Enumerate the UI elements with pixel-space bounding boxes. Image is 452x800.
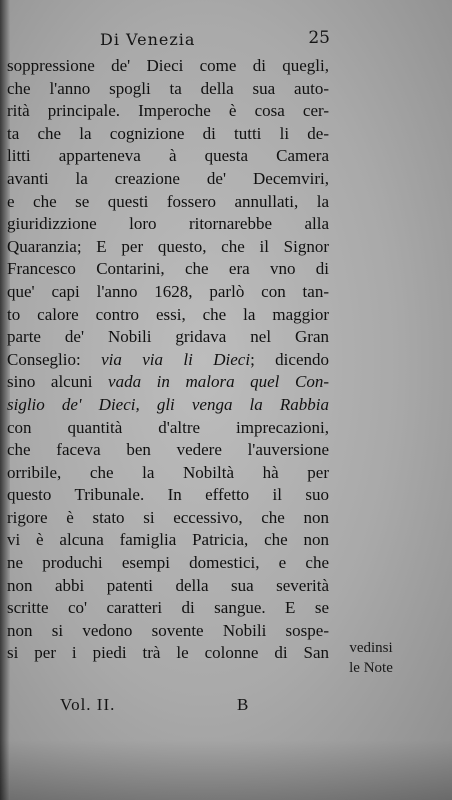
text-segment: scritte co' caratteri di sangue. E se <box>7 598 329 618</box>
text-line <box>7 620 329 643</box>
text-segment: giuridizzione loro ritornarebbe alla <box>7 214 329 234</box>
text-segment: ta che la cognizione di tutti li de- <box>7 123 329 143</box>
text-line <box>7 371 329 394</box>
body-text <box>7 55 329 665</box>
text-segment: ne produchi esempi domestici, e che <box>7 553 329 573</box>
text-line <box>7 123 329 146</box>
text-line <box>7 55 329 78</box>
text-line <box>7 168 329 191</box>
text-line <box>7 462 329 485</box>
text-segment: que' capi l'anno 1628, parlò con tan- <box>7 281 329 301</box>
text-segment: Francesco Contarini, che era vno di <box>7 259 329 279</box>
text-line <box>7 552 329 575</box>
text-segment: non abbi patenti della sua severità <box>7 575 329 595</box>
text-segment: litti apparteneva à questa Camera <box>7 146 329 166</box>
italic-text-segment: vada in malora quel Con- <box>108 372 329 392</box>
text-line <box>7 304 329 327</box>
text-segment: vi è alcuna famiglia Patricia, che non <box>7 530 329 550</box>
text-segment: questo Tribunale. In effetto il suo <box>7 485 329 505</box>
text-line <box>7 326 329 349</box>
text-line <box>7 236 329 259</box>
page-number: 25 <box>308 28 330 48</box>
italic-text-segment: via via li Dieci <box>101 349 251 369</box>
text-line <box>7 507 329 530</box>
signature-mark: B <box>237 695 249 714</box>
text-segment: con quantità d'altre imprecazioni, <box>7 417 329 437</box>
text-segment: Quaranzia; E per questo, che il Signor <box>7 236 329 256</box>
text-line <box>7 597 329 620</box>
text-line <box>7 394 329 417</box>
text-segment: rità principale. Imperoche è cosa cer- <box>7 101 329 121</box>
text-segment: non si vedono sovente Nobili sospe- <box>7 620 329 640</box>
text-segment: avanti la creazione de' Decemviri, <box>7 168 329 188</box>
text-segment: e che se questi fossero annullati, la <box>7 191 329 211</box>
text-segment: soppressione de' Dieci come di quegli, <box>7 56 329 75</box>
text-segment: che faceva ben vedere l'auversione <box>7 440 329 460</box>
page-bottom-shadow <box>0 740 452 800</box>
text-line <box>7 281 329 304</box>
text-line <box>7 575 329 598</box>
text-line <box>7 145 329 168</box>
text-segment: ; dicendo <box>250 349 329 369</box>
text-line <box>7 529 329 552</box>
text-line <box>7 484 329 507</box>
text-line <box>7 439 329 462</box>
text-segment: sino alcuni <box>7 372 109 392</box>
text-segment: to calore contro essi, che la maggior <box>7 304 329 324</box>
marginal-note <box>336 638 406 678</box>
page-footer <box>60 695 260 717</box>
text-segment: che l'anno spogli ta della sua auto- <box>7 78 329 98</box>
text-line <box>7 213 329 236</box>
text-segment: parte de' Nobili gridava nel Gran <box>7 327 329 347</box>
text-segment: Conseglio: <box>7 349 102 369</box>
text-segment: si per i piedi trà le colonne di San <box>7 643 329 663</box>
marginal-note-line: vedinsi <box>349 640 393 656</box>
marginal-note-line: le Note <box>349 660 393 676</box>
page-header <box>100 30 330 52</box>
text-line <box>7 349 329 372</box>
text-segment: orribile, che la Nobiltà hà per <box>7 462 329 482</box>
running-title: Di Venezia <box>100 30 196 49</box>
volume-label: Vol. II. <box>60 695 116 714</box>
text-line <box>7 258 329 281</box>
text-segment: rigore è stato si eccessivo, che non <box>7 507 329 527</box>
text-line <box>7 191 329 214</box>
text-line <box>7 100 329 123</box>
italic-text-segment: siglio de' Dieci, gli venga la Rabbia <box>7 394 329 414</box>
text-line <box>7 642 329 665</box>
text-line <box>7 417 329 440</box>
text-line <box>7 78 329 101</box>
